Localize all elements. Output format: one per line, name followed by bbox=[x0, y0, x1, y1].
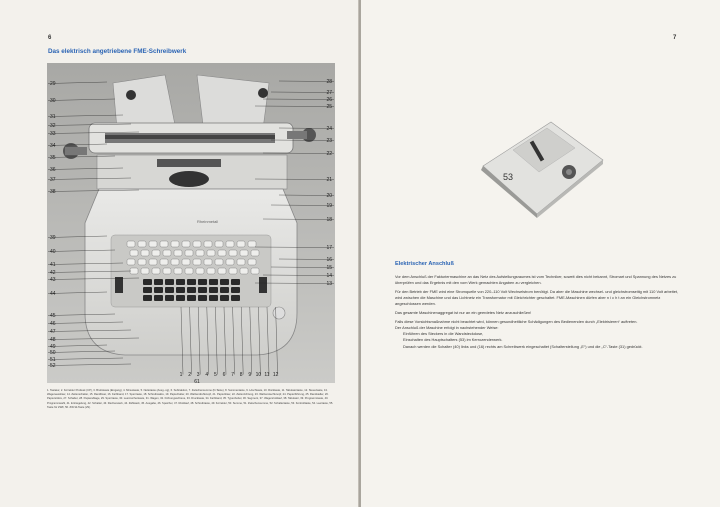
callout-number: 11 bbox=[264, 372, 270, 378]
function-key bbox=[154, 287, 163, 293]
callout-number: 33 bbox=[50, 131, 56, 137]
callout-number: 19 bbox=[326, 203, 332, 209]
function-key bbox=[165, 279, 174, 285]
callout-number: 32 bbox=[50, 123, 56, 129]
key bbox=[152, 250, 160, 256]
key bbox=[174, 250, 182, 256]
function-key bbox=[187, 295, 196, 301]
callout-number: 25 bbox=[326, 104, 332, 110]
paragraph-4: Falls diese Vorsichtsmaßnahme nicht beachtet wird, können gesundheitliche Schädigungen des Bedienenden durch „Elektrisieren“ auftreten. bbox=[395, 318, 638, 324]
key bbox=[141, 250, 149, 256]
section-body bbox=[395, 274, 685, 352]
key bbox=[171, 241, 179, 247]
key bbox=[193, 241, 201, 247]
callout-number: 8 bbox=[239, 372, 243, 378]
step-2: Einschalten des Hauptschalters (53) im Kerrozenderwerk. bbox=[403, 337, 503, 343]
key bbox=[251, 268, 259, 274]
key bbox=[130, 250, 138, 256]
callout-number: 47 bbox=[50, 329, 56, 335]
key bbox=[196, 268, 204, 274]
function-key bbox=[231, 287, 240, 293]
callout-number: 51 bbox=[50, 357, 56, 363]
right-page bbox=[361, 0, 720, 507]
callout-number: 5 bbox=[214, 372, 217, 378]
typewriter-illustration bbox=[47, 63, 335, 383]
callout-number: 9 bbox=[248, 372, 252, 378]
callout-number: 49 bbox=[50, 344, 56, 350]
step-1: Einführen des Steckers in die Wandsteckdose, bbox=[403, 331, 484, 337]
callout-number: 46 bbox=[50, 321, 56, 327]
function-key bbox=[209, 279, 218, 285]
key bbox=[215, 259, 223, 265]
callout-number: 52 bbox=[50, 363, 56, 369]
key bbox=[240, 250, 248, 256]
callout-number: 3 bbox=[196, 372, 200, 378]
paragraph-5: Der Anschluß der Maschine erfolgt in nachstehender Weise: bbox=[395, 324, 499, 330]
typewriter-photo bbox=[47, 63, 335, 383]
key bbox=[207, 250, 215, 256]
key bbox=[237, 241, 245, 247]
main-switch-illustration bbox=[477, 114, 605, 219]
callout-number: 22 bbox=[326, 151, 332, 157]
callout-number: 29 bbox=[50, 81, 56, 87]
key bbox=[248, 259, 256, 265]
function-key bbox=[176, 295, 185, 301]
paragraph-3: Das gesamte Maschinenaggregat ist nur an ein geerdetes Netz anzuschließen! bbox=[395, 310, 532, 316]
key bbox=[229, 268, 237, 274]
paragraph-2: Für den Betrieb der FME wird eine Stromquelle von 220–110 Volt Wechselstrom benötigt. Da aber die Maschine wechsel- und gleichstromseitig mit 110 Volt arbeitet, wird zwischen die Maschine und das Lichtnetz ein Transformator mit Gleichrichter geschaltet. FME-Maschinen dürfen aber n i c h t an ein Gleichstromnetz angeschlossen werden. bbox=[395, 288, 679, 307]
callout-number: 34 bbox=[50, 143, 56, 149]
key bbox=[248, 241, 256, 247]
key bbox=[138, 259, 146, 265]
callout-number: 61 bbox=[194, 379, 200, 383]
key bbox=[218, 268, 226, 274]
step-3: Danach werden die Schalter (40) links und (16) rechts am Schreibwerk eingeschaltet (Schalterstellung „E“) und die „C“-Taste (31) gedrückt. bbox=[403, 343, 643, 349]
parts-legend: 1. Tastatur, 2. Korrektur Prodesk (CP), 3. Bruttotaste (Eingang), 4. Minustaste, 5. Nettotaste (Ausg.-ng), 6. Subtraktion, 7. Zwischensumme (D-Taste), 8. Summentaste, 9. Löschtaste, 10. Rücktaste, 11. Tabulatortaste, 12. Steuertaste, 13. Wagenauslöser, 14. Zeilenschalter, 15. Randlöser, 16. Farbband, 17. Sperrtaste, 18. Schreibwalze, 19. Papierhalter, 20. Walzendrehknopf, 21. Papierlöser, 22. Zeilenrichtung, 23. Walzenstechknopf, 24. Papierführung, 25. Randsteller, 26. Papierstütze, 27. Schalter, 28. Papierablage, 29. Sperrtaste, 30. Leerzeichentaste, 31. Wagen, 32. Führungsschiene, 33. Drucktaste, 34. Farbband, 35. Typenhebel, 36. Segment, 37. Wagenrücklauf, 38. Tabulator, 39. Programmtaste, 40. Programmwahl, 41. Entriegelung, 42. Schalter, 43. Rechenwerk, 44. Zählwerk, 45. Ausgabe, 46. Speicher, 47. Rücklauf, 48. Schreibtaste, 49. Korrektur, 50. Summe, 51. Zwischensumme, 52. Schaltertaste, 53. Kontrolltaste, 54. Leertaste, 55. Taste für ZWF, 56. ZW-W-Taste (29). bbox=[47, 389, 334, 409]
svg-text:Rheinmetall: Rheinmetall bbox=[197, 219, 219, 224]
function-key bbox=[198, 279, 207, 285]
function-key bbox=[154, 295, 163, 301]
function-key bbox=[220, 287, 229, 293]
function-key bbox=[154, 279, 163, 285]
paragraph-1: Vor dem Anschluß der Fakturiermaschine an das Netz des Aufstellungsraumes ist vom Techniker, soweit dies nicht bekannt, Stromart und Spannung des Netzes zu überprüfen und das Ergebnis mit den vom Werk gemachten Angaben zu vergleichen. bbox=[395, 274, 677, 286]
function-key bbox=[231, 279, 240, 285]
callout-number: 7 bbox=[231, 372, 234, 378]
key bbox=[218, 250, 226, 256]
key bbox=[174, 268, 182, 274]
key bbox=[196, 250, 204, 256]
callout-number: 40 bbox=[50, 249, 56, 255]
function-key bbox=[198, 295, 207, 301]
page-number-left: 6 bbox=[48, 35, 52, 41]
key bbox=[149, 241, 157, 247]
callout-number: 37 bbox=[50, 177, 56, 183]
callout-number: 39 bbox=[50, 235, 56, 241]
key bbox=[207, 268, 215, 274]
key bbox=[163, 250, 171, 256]
callout-number: 27 bbox=[326, 90, 332, 96]
function-key bbox=[187, 287, 196, 293]
function-key bbox=[165, 287, 174, 293]
function-key bbox=[209, 295, 218, 301]
callout-number: 16 bbox=[326, 257, 332, 263]
callout-number: 35 bbox=[50, 155, 56, 161]
callout-number: 31 bbox=[50, 114, 56, 120]
section-heading: Elektrischer Anschluß bbox=[395, 261, 454, 267]
key bbox=[204, 241, 212, 247]
callout-number: 44 bbox=[50, 291, 56, 297]
function-key bbox=[143, 295, 152, 301]
function-key bbox=[187, 279, 196, 285]
key bbox=[240, 268, 248, 274]
callout-number: 2 bbox=[188, 372, 191, 378]
callout-number: 41 bbox=[50, 262, 56, 268]
callout-number: 23 bbox=[326, 138, 332, 144]
callout-number: 50 bbox=[50, 350, 56, 356]
figure-title: Das elektrisch angetriebene FME-Schreibwerk bbox=[48, 48, 187, 55]
key bbox=[160, 259, 168, 265]
callout-number: 21 bbox=[326, 177, 332, 183]
function-key bbox=[143, 279, 152, 285]
callout-number: 42 bbox=[50, 270, 56, 276]
key bbox=[226, 241, 234, 247]
callout-number: 6 bbox=[222, 372, 226, 378]
main-switch-photo bbox=[477, 114, 605, 219]
function-key bbox=[209, 287, 218, 293]
key bbox=[215, 241, 223, 247]
callout-number: 17 bbox=[326, 245, 332, 251]
callout-number: 28 bbox=[326, 79, 332, 85]
key bbox=[127, 241, 135, 247]
function-key bbox=[143, 287, 152, 293]
callout-number: 45 bbox=[50, 313, 56, 319]
callout-number: 13 bbox=[326, 281, 332, 287]
callout-number: 12 bbox=[272, 372, 279, 378]
callout-number: 48 bbox=[50, 337, 56, 343]
key bbox=[171, 259, 179, 265]
function-key bbox=[176, 287, 185, 293]
key bbox=[237, 259, 245, 265]
function-key bbox=[220, 295, 229, 301]
key bbox=[130, 268, 138, 274]
key bbox=[193, 259, 201, 265]
key bbox=[149, 259, 157, 265]
key bbox=[229, 250, 237, 256]
callout-number: 18 bbox=[326, 217, 332, 223]
key bbox=[141, 268, 149, 274]
function-key bbox=[220, 279, 229, 285]
callout-number: 26 bbox=[326, 97, 332, 103]
key bbox=[251, 250, 259, 256]
callout-number: 1 bbox=[179, 372, 183, 378]
switch-number-label: 53 bbox=[503, 172, 514, 182]
callout-number: 36 bbox=[50, 167, 56, 173]
callout-number: 4 bbox=[205, 372, 209, 378]
callout-number: 20 bbox=[326, 193, 332, 199]
left-page bbox=[0, 0, 359, 507]
key bbox=[182, 259, 190, 265]
callout-number: 30 bbox=[50, 98, 56, 104]
function-key bbox=[198, 287, 207, 293]
key bbox=[127, 259, 135, 265]
key bbox=[185, 250, 193, 256]
callout-number: 38 bbox=[50, 189, 56, 195]
key bbox=[204, 259, 212, 265]
key bbox=[152, 268, 160, 274]
callout-number: 24 bbox=[326, 126, 332, 132]
key bbox=[138, 241, 146, 247]
function-key bbox=[176, 279, 185, 285]
function-key bbox=[165, 295, 174, 301]
key bbox=[182, 241, 190, 247]
key bbox=[226, 259, 234, 265]
key bbox=[160, 241, 168, 247]
key bbox=[185, 268, 193, 274]
page-number-right: 7 bbox=[673, 35, 677, 41]
function-key bbox=[231, 295, 240, 301]
key bbox=[163, 268, 171, 274]
callout-number: 10 bbox=[255, 372, 262, 378]
callout-number: 15 bbox=[326, 265, 332, 271]
callout-number: 43 bbox=[50, 277, 56, 283]
callout-number: 14 bbox=[326, 273, 332, 279]
